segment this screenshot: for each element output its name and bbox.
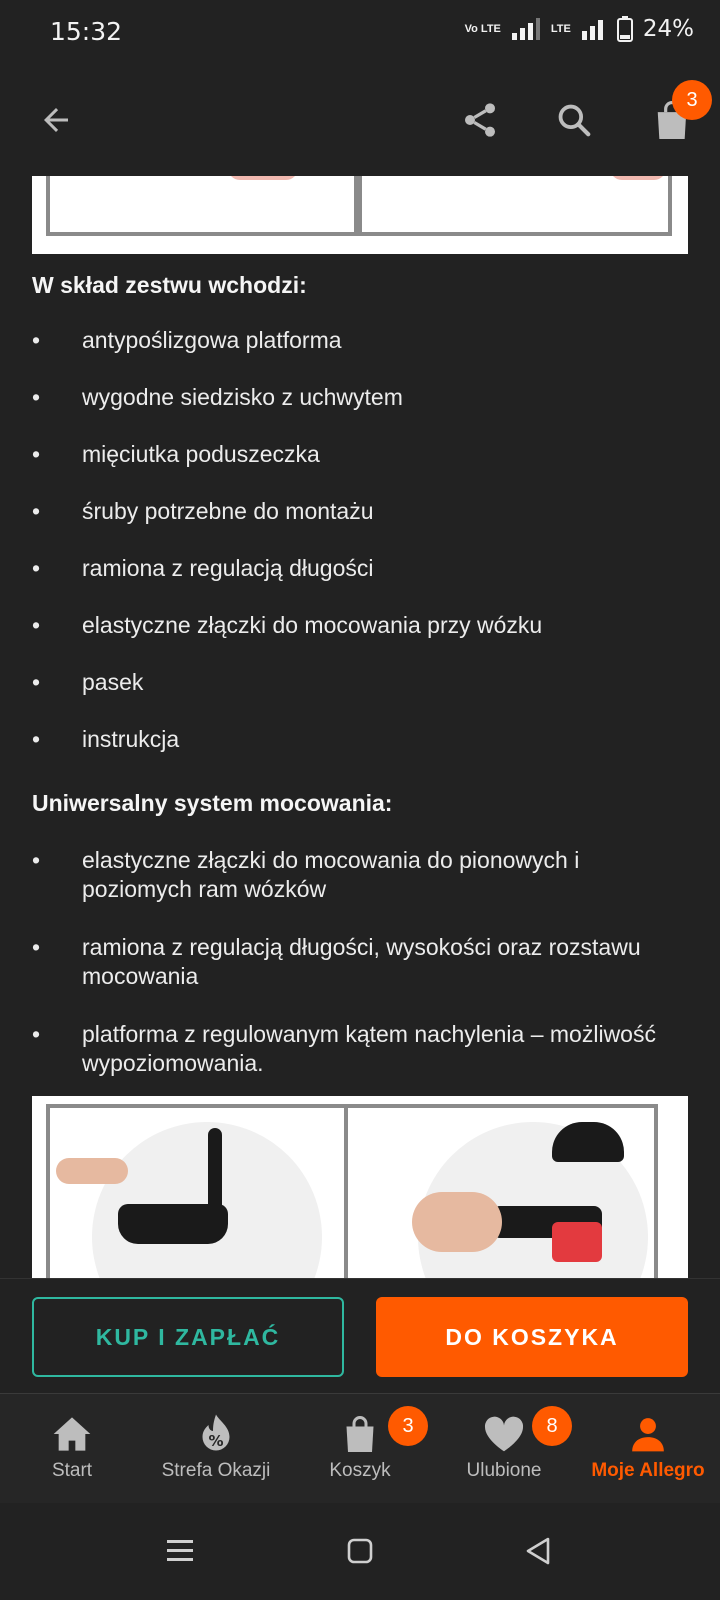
- signal-lte-icon: [581, 17, 607, 41]
- nav-item-ulubione[interactable]: [432, 1394, 576, 1504]
- triangle-back-icon: [524, 1536, 552, 1566]
- list-item-text: śruby potrzebne do montażu: [82, 498, 374, 524]
- nav-label: Koszyk: [329, 1460, 391, 1481]
- cart-count-badge: 3: [672, 80, 712, 120]
- nav-item-moje-allegro[interactable]: [576, 1394, 720, 1504]
- nav-item-strefa-okazji[interactable]: [144, 1394, 288, 1504]
- search-button[interactable]: [546, 92, 602, 148]
- bullet: •: [32, 384, 41, 410]
- app-bar: [0, 64, 720, 176]
- set-heading: W skład zestwu wchodzi:: [32, 272, 307, 298]
- heart-icon: [483, 1415, 525, 1453]
- cart-badge: 3: [388, 1406, 428, 1446]
- bullet: •: [32, 726, 41, 752]
- home-icon: [52, 1415, 92, 1453]
- bullet: •: [32, 441, 41, 467]
- bullet: •: [32, 934, 41, 960]
- status-bar: [0, 0, 720, 64]
- home-button[interactable]: [335, 1529, 385, 1573]
- image-decor-right: [610, 176, 666, 180]
- list-item: [32, 497, 672, 526]
- lte-label: LTE: [550, 23, 571, 35]
- list-item: [32, 725, 672, 754]
- svg-text:%: %: [208, 1432, 224, 1450]
- list-item-text: ramiona z regulacją długości: [82, 555, 374, 581]
- mount-items-list: [32, 846, 672, 1078]
- bullet: •: [32, 1021, 41, 1047]
- image-frame-right: [358, 176, 672, 236]
- share-button[interactable]: [452, 92, 508, 148]
- menu-icon: [166, 1538, 194, 1564]
- list-item: [32, 554, 672, 583]
- hand-right: [412, 1192, 502, 1252]
- add-to-cart-button[interactable]: DO KOSZYKA: [376, 1297, 688, 1377]
- list-item: [32, 383, 672, 412]
- nav-label: Ulubione: [466, 1460, 542, 1481]
- signal-icon: [511, 17, 541, 41]
- bullet: •: [32, 669, 41, 695]
- mount-arm: [552, 1122, 624, 1162]
- status-time: 15:32: [50, 17, 123, 46]
- list-item: [32, 846, 672, 904]
- bullet: •: [32, 555, 41, 581]
- list-item-text: instrukcja: [82, 726, 180, 752]
- bullet: •: [32, 612, 41, 638]
- list-item: [32, 440, 672, 469]
- nav-label: Strefa Okazji: [161, 1460, 271, 1481]
- list-item-text: antypoślizgowa platforma: [82, 327, 342, 353]
- bullet: •: [32, 498, 41, 524]
- list-item-text: pasek: [82, 669, 144, 695]
- mount-heading: Uniwersalny system mocowania:: [32, 790, 393, 816]
- recent-apps-button[interactable]: [155, 1529, 205, 1573]
- purchase-action-bar: [0, 1278, 720, 1393]
- list-item-text: platforma z regulowanym kątem nachylenia – możliwość wypoziomowania.: [82, 1021, 656, 1076]
- battery-level: 24%: [642, 16, 694, 42]
- product-image-bottom: [32, 1096, 688, 1278]
- list-item-text: wygodne siedzisko z uchwytem: [82, 384, 403, 410]
- status-indicators: [465, 16, 694, 42]
- cart-icon: [342, 1414, 378, 1454]
- network-label: Vo LTE: [464, 22, 501, 35]
- system-back-button[interactable]: [513, 1529, 563, 1573]
- bullet: •: [32, 327, 41, 353]
- seat-body: [118, 1204, 228, 1244]
- list-item-text: elastyczne złączki do mocowania przy wózku: [82, 612, 543, 638]
- list-item: [32, 668, 672, 697]
- nav-item-koszyk[interactable]: [288, 1394, 432, 1504]
- product-image-top: [32, 176, 688, 254]
- deals-icon: [198, 1413, 234, 1455]
- red-clip: [552, 1222, 602, 1262]
- set-items-list: [32, 326, 672, 754]
- bullet: •: [32, 847, 41, 873]
- list-item-text: ramiona z regulacją długości, wysokości oraz rozstawu mocowania: [82, 934, 641, 989]
- battery-icon: [617, 16, 633, 42]
- hand-left: [56, 1158, 128, 1184]
- search-icon: [555, 101, 593, 139]
- list-item-text: mięciutka poduszeczka: [82, 441, 320, 467]
- list-item: [32, 933, 672, 991]
- image-decor-left: [228, 176, 298, 180]
- volte-icon: [465, 24, 501, 35]
- nav-label: Start: [51, 1460, 93, 1481]
- user-icon: [629, 1415, 667, 1453]
- favorites-badge: 8: [532, 1406, 572, 1446]
- share-icon: [460, 100, 500, 140]
- list-item: [32, 1020, 672, 1078]
- image-frame-left: [46, 176, 358, 236]
- list-item: [32, 611, 672, 640]
- arrow-back-icon: [38, 102, 74, 138]
- list-item: [32, 326, 672, 355]
- list-item-text: elastyczne złączki do mocowania do pionowych i poziomych ram wózków: [82, 847, 580, 902]
- back-button[interactable]: [28, 92, 84, 148]
- square-icon: [347, 1538, 373, 1564]
- nav-item-start[interactable]: [0, 1394, 144, 1504]
- system-navigation-bar: [0, 1503, 720, 1600]
- product-description: [0, 176, 720, 1278]
- buy-now-button[interactable]: KUP I ZAPŁAĆ: [32, 1297, 344, 1377]
- nav-label: Moje Allegro: [591, 1460, 705, 1481]
- bottom-navigation: [0, 1393, 720, 1503]
